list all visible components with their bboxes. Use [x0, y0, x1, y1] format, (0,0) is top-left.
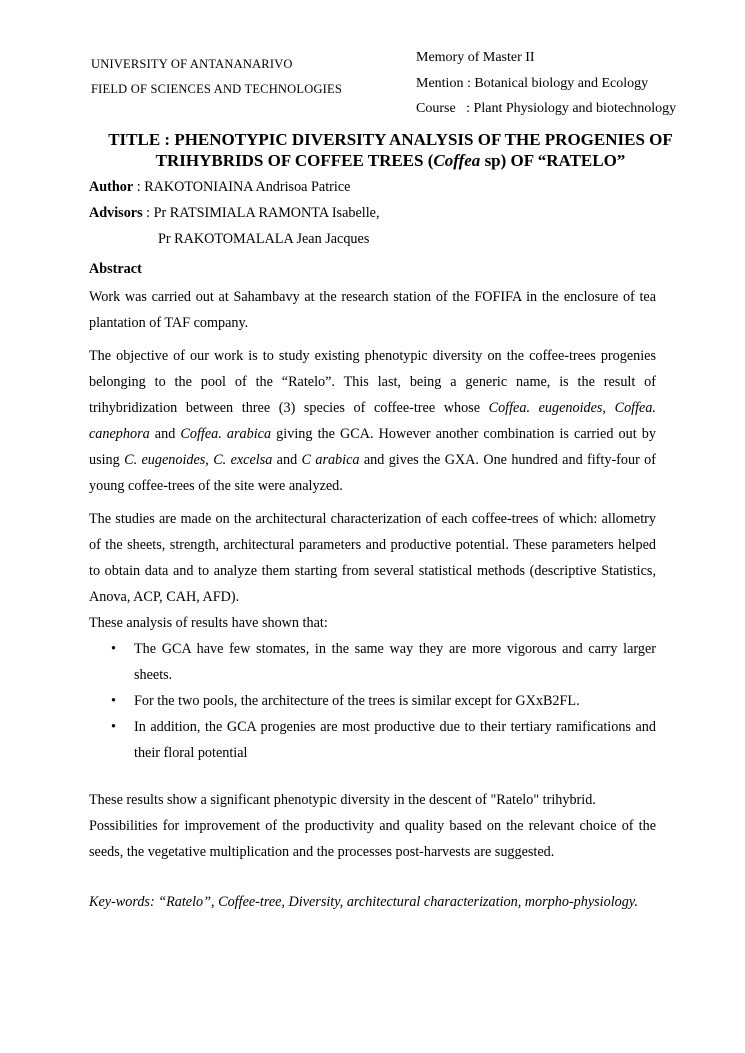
- title-line-2-a: TRIHYBRIDS OF COFFEE TREES (: [155, 151, 434, 170]
- results-intro: These analysis of results have shown that:: [89, 615, 328, 631]
- results-list: [89, 636, 656, 766]
- title-genus: Coffea: [433, 151, 481, 170]
- species-name-2: Coffea. arabica: [180, 426, 272, 442]
- faculty-name: FIELD OF SCIENCES AND TECHNOLOGIES: [91, 82, 343, 96]
- memory-label: Memory of Master II: [416, 50, 535, 65]
- list-item: [89, 688, 656, 714]
- species-names-3: C. eugenoides, C. excelsa: [124, 452, 273, 468]
- keywords: Key-words: “Ratelo”, Coffee-tree, Diversity, architectural characterization, morpho-physiology.: [89, 894, 638, 910]
- bullet-text: In addition, the GCA progenies are most productive due to their tertiary ramifications and their floral potential: [134, 719, 656, 761]
- p2-text-b: and: [149, 426, 181, 442]
- bullet-text: The GCA have few stomates, in the same way they are more vigorous and carry larger sheets.: [134, 641, 656, 683]
- advisor-2: Pr RAKOTOMALALA Jean Jacques: [158, 231, 370, 247]
- advisors-line: [89, 200, 380, 226]
- abstract-heading: Abstract: [89, 261, 142, 277]
- title-line-2: [88, 150, 693, 171]
- species-name-4: C arabica: [301, 452, 360, 468]
- advisors-label: Advisors: [89, 205, 143, 221]
- abstract-paragraph-1: Work was carried out at Sahambavy at the research station of the FOFIFA in the enclosure of tea plantation of TAF company.: [89, 289, 656, 331]
- title-line-1: TITLE : PHENOTYPIC DIVERSITY ANALYSIS OF THE PROGENIES OF: [108, 130, 673, 149]
- p2-text-e: and gives the GXA. One hundred and fifty-four of young coffee-trees of the site were analyzed.: [89, 452, 656, 494]
- bullet-marker: •: [111, 719, 116, 735]
- conclusion-line-1: These results show a significant phenotypic diversity in the descent of "Ratelo" trihybrid.: [89, 792, 596, 808]
- p2-text-d: and: [272, 452, 302, 468]
- mention-label: Mention : Botanical biology and Ecology: [416, 76, 649, 91]
- list-item: [89, 714, 656, 766]
- list-item: [89, 636, 656, 688]
- document-title: [88, 129, 693, 171]
- p2-text-a: The objective of our work is to study existing phenotypic diversity on the coffee-trees progenies belonging to the pool of the “Ratelo”. This last, being a generic name, is the result of trihybridization between three (3) species of coffee-tree whose: [89, 348, 656, 416]
- bullet-marker: •: [111, 641, 116, 657]
- bullet-text: For the two pools, the architecture of the trees is similar except for GXxB2FL.: [134, 693, 580, 709]
- abstract-paragraph-3: The studies are made on the architectural characterization of each coffee-trees of which: allometry of the sheets, strength, architectural parameters and productive potential. These parameters helped to obtain data and to analyze them starting from several statistical methods (descriptive Statistics, Anova, ACP, CAH, AFD).: [89, 511, 656, 605]
- author-value: : RAKOTONIAINA Andrisoa Patrice: [133, 179, 351, 195]
- university-name: UNIVERSITY OF ANTANANARIVO: [91, 57, 293, 71]
- title-line-2-b: sp) OF “RATELO”: [480, 151, 626, 170]
- conclusion-rest: Possibilities for improvement of the productivity and quality based on the relevant choice of the seeds, the vegetative multiplication and the processes post-harvests are suggested.: [89, 818, 656, 860]
- bullet-marker: •: [111, 693, 116, 709]
- author-label: Author: [89, 179, 134, 195]
- species-names-1: Coffea. eugenoides, Coffea. canephora: [89, 400, 656, 442]
- p2-text-c: giving the GCA. However another combination is carried out by using: [89, 426, 656, 468]
- advisor-1: : Pr RATSIMIALA RAMONTA Isabelle,: [142, 205, 380, 221]
- abstract-paragraph-2: [89, 343, 656, 499]
- course-label: Course : Plant Physiology and biotechnology: [416, 101, 677, 116]
- author-line: [89, 174, 350, 200]
